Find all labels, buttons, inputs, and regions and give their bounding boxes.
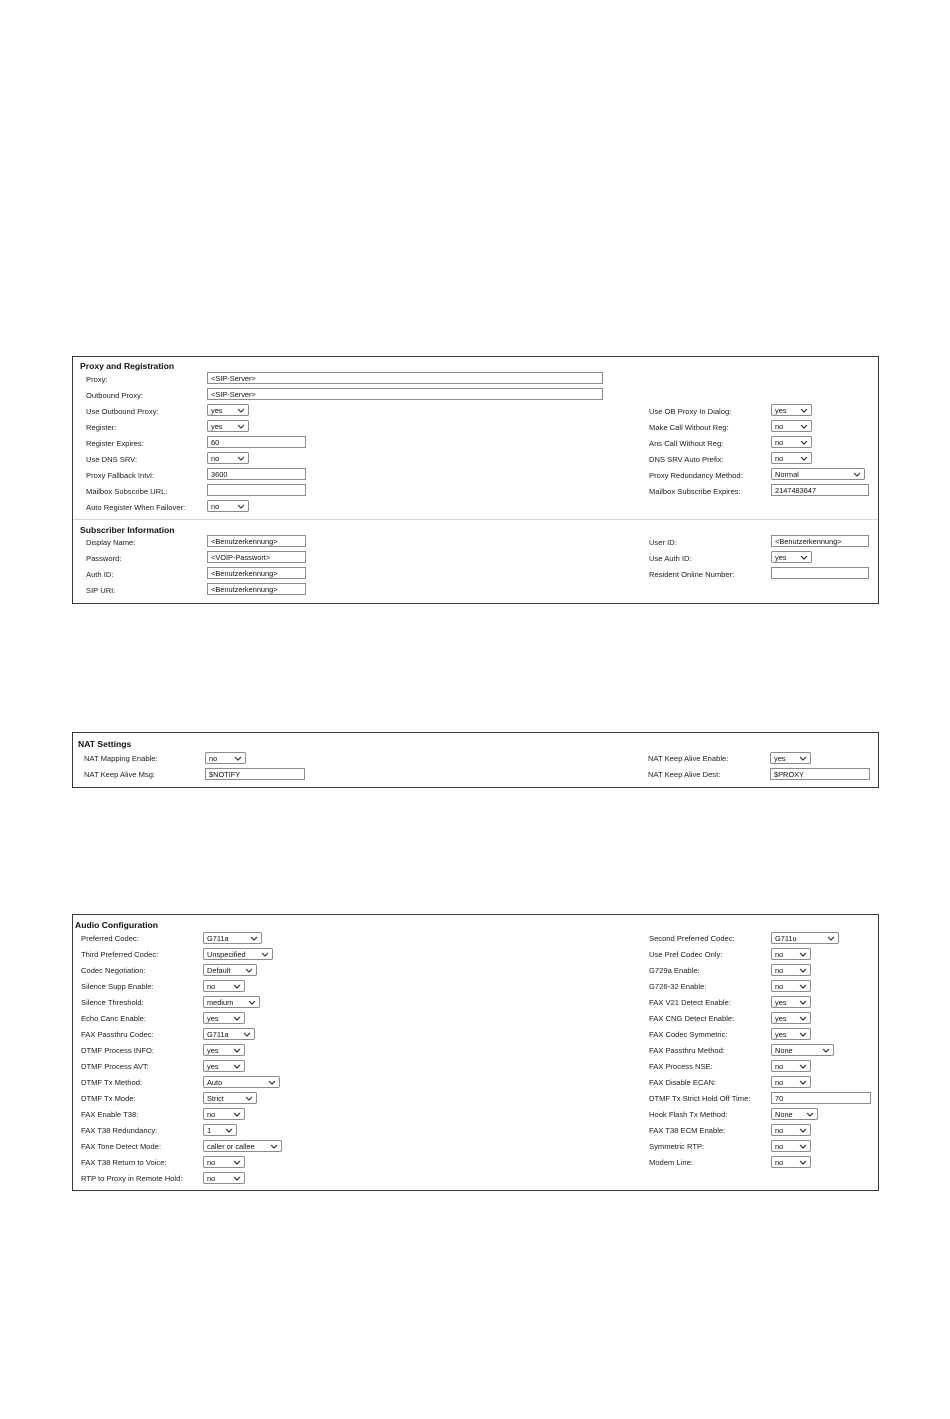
outbound-proxy-label: Outbound Proxy: — [86, 391, 143, 400]
chevron-down-icon — [799, 1015, 807, 1022]
chevron-down-icon — [233, 1159, 241, 1166]
select-value: G711u — [775, 934, 797, 943]
select-value: yes — [211, 422, 223, 431]
use-auth-id-label: Use Auth ID: — [649, 554, 692, 563]
second-preferred-codec-select[interactable] — [771, 932, 839, 944]
chevron-down-icon — [261, 951, 269, 958]
select-value: yes — [775, 553, 787, 562]
rtp-proxy-remote-hold-select[interactable] — [203, 1172, 245, 1184]
proxy-fallback-intvl-input[interactable]: 3600 — [207, 468, 306, 480]
select-value: Strict — [207, 1094, 224, 1103]
chevron-down-icon — [245, 967, 253, 974]
echo-canc-enable-label: Echo Canc Enable: — [81, 1014, 147, 1023]
password-label: Password: — [86, 554, 122, 563]
ans-call-without-reg-select[interactable] — [771, 436, 812, 448]
mailbox-subscribe-expires-label: Mailbox Subscribe Expires: — [649, 487, 741, 496]
chevron-down-icon — [233, 1015, 241, 1022]
user-id-label: User ID: — [649, 538, 677, 547]
select-value: no — [211, 454, 220, 463]
modem-line-select[interactable] — [771, 1156, 811, 1168]
select-value: no — [775, 422, 784, 431]
select-value: no — [211, 502, 220, 511]
use-ob-proxy-dialog-select[interactable] — [771, 404, 812, 416]
chevron-down-icon — [800, 407, 808, 414]
chevron-down-icon — [250, 935, 258, 942]
chevron-down-icon — [799, 1159, 807, 1166]
select-value: 1 — [207, 1126, 212, 1135]
proxy-input[interactable]: <SIP-Server> — [207, 372, 603, 384]
section-title: Subscriber Information — [80, 525, 175, 535]
register-label: Register: — [86, 423, 117, 432]
nat-mapping-enable-select[interactable] — [205, 752, 246, 764]
chevron-down-icon — [853, 471, 861, 478]
select-value: no — [775, 982, 784, 991]
fax-cng-detect-enable-select[interactable] — [771, 1012, 811, 1024]
sip-uri-input[interactable]: <Benutzerkennung> — [207, 583, 306, 595]
nat-mapping-enable-label: NAT Mapping Enable: — [84, 754, 158, 763]
proxy-label: Proxy: — [86, 375, 108, 384]
select-value: yes — [775, 1030, 787, 1039]
second-preferred-codec-label: Second Preferred Codec: — [649, 934, 735, 943]
fax-passthru-codec-select[interactable] — [203, 1028, 255, 1040]
echo-canc-enable-select[interactable] — [203, 1012, 245, 1024]
use-outbound-proxy-label: Use Outbound Proxy: — [86, 407, 159, 416]
dtmf-tx-method-label: DTMF Tx Method: — [81, 1078, 143, 1087]
chevron-down-icon — [799, 1063, 807, 1070]
fax-process-nse-label: FAX Process NSE: — [649, 1062, 713, 1071]
chevron-down-icon — [799, 1127, 807, 1134]
chevron-down-icon — [800, 455, 808, 462]
fax-v21-detect-enable-select[interactable] — [771, 996, 811, 1008]
auto-register-failover-label: Auto Register When Failover: — [86, 503, 186, 512]
dtmf-tx-strict-hold-off-time-input[interactable]: 70 — [771, 1092, 871, 1104]
fax-t38-redundancy-select[interactable] — [203, 1124, 237, 1136]
chevron-down-icon — [268, 1079, 276, 1086]
select-value: medium — [207, 998, 234, 1007]
chevron-down-icon — [237, 503, 245, 510]
chevron-down-icon — [827, 935, 835, 942]
select-value: no — [207, 1158, 216, 1167]
select-value: no — [207, 1174, 216, 1183]
use-ob-proxy-dialog-label: Use OB Proxy In Dialog: — [649, 407, 732, 416]
select-value: None — [775, 1046, 793, 1055]
section-title: Audio Configuration — [75, 920, 159, 930]
chevron-down-icon — [237, 407, 245, 414]
dtmf-tx-mode-select[interactable] — [203, 1092, 257, 1104]
chevron-down-icon — [799, 1031, 807, 1038]
nat-keep-alive-enable-select[interactable] — [770, 752, 811, 764]
preferred-codec-label: Preferred Codec: — [81, 934, 139, 943]
chevron-down-icon — [799, 755, 807, 762]
fax-t38-redundancy-label: FAX T38 Redundancy: — [81, 1126, 158, 1135]
nat-keep-alive-enable-label: NAT Keep Alive Enable: — [648, 754, 729, 763]
chevron-down-icon — [245, 1095, 253, 1102]
fax-tone-detect-mode-select[interactable] — [203, 1140, 282, 1152]
nat-keep-alive-msg-input[interactable]: $NOTIFY — [205, 768, 305, 780]
symmetric-rtp-select[interactable] — [771, 1140, 811, 1152]
chevron-down-icon — [822, 1047, 830, 1054]
select-value: None — [775, 1110, 793, 1119]
dtmf-tx-mode-label: DTMF Tx Mode: — [81, 1094, 136, 1103]
resident-online-number-input[interactable] — [771, 567, 869, 579]
chevron-down-icon — [225, 1127, 233, 1134]
register-expires-input[interactable]: 60 — [207, 436, 306, 448]
make-call-without-reg-label: Make Call Without Reg: — [649, 423, 729, 432]
select-value: no — [207, 982, 216, 991]
symmetric-rtp-label: Symmetric RTP: — [649, 1142, 705, 1151]
hook-flash-tx-method-label: Hook Flash Tx Method: — [649, 1110, 728, 1119]
fax-t38-ecm-enable-label: FAX T38 ECM Enable: — [649, 1126, 726, 1135]
select-value: yes — [775, 998, 787, 1007]
mailbox-subscribe-expires-input[interactable]: 2147483647 — [771, 484, 869, 496]
g729a-enable-label: G729a Enable: — [649, 966, 700, 975]
chevron-down-icon — [799, 983, 807, 990]
proxy-fallback-intvl-label: Proxy Fallback Intvl: — [86, 471, 154, 480]
chevron-down-icon — [234, 755, 242, 762]
audio-configuration-panel — [72, 914, 879, 1191]
chevron-down-icon — [237, 455, 245, 462]
user-id-input[interactable]: <Benutzerkennung> — [771, 535, 869, 547]
make-call-without-reg-select[interactable] — [771, 420, 812, 432]
mailbox-subscribe-url-input[interactable] — [207, 484, 306, 496]
g726-32-enable-select[interactable] — [771, 980, 811, 992]
g726-32-enable-label: G726-32 Enable: — [649, 982, 707, 991]
select-value: no — [775, 1126, 784, 1135]
select-value: yes — [775, 1014, 787, 1023]
select-value: no — [775, 950, 784, 959]
dns-srv-auto-prefix-label: DNS SRV Auto Prefix: — [649, 455, 724, 464]
register-expires-label: Register Expires: — [86, 439, 144, 448]
select-value: caller or callee — [207, 1142, 255, 1151]
chevron-down-icon — [799, 967, 807, 974]
select-value: Auto — [207, 1078, 223, 1087]
select-value: yes — [207, 1046, 219, 1055]
select-value: no — [775, 454, 784, 463]
resident-online-number-label: Resident Online Number: — [649, 570, 735, 579]
chevron-down-icon — [233, 1175, 241, 1182]
fax-disable-ecan-label: FAX Disable ECAN: — [649, 1078, 717, 1087]
proxy-registration-panel — [72, 356, 879, 604]
dns-srv-auto-prefix-select[interactable] — [771, 452, 812, 464]
fax-passthru-codec-label: FAX Passthru Codec: — [81, 1030, 154, 1039]
outbound-proxy-input[interactable]: <SIP-Server> — [207, 388, 603, 400]
rtp-proxy-remote-hold-label: RTP to Proxy in Remote Hold: — [81, 1174, 183, 1183]
use-outbound-proxy-select[interactable] — [207, 404, 249, 416]
proxy-redundancy-method-label: Proxy Redundancy Method: — [649, 471, 743, 480]
nat-keep-alive-dest-input[interactable]: $PROXY — [770, 768, 870, 780]
auth-id-input[interactable]: <Benutzerkennung> — [207, 567, 306, 579]
register-select[interactable] — [207, 420, 249, 432]
codec-negotiation-select[interactable] — [203, 964, 257, 976]
silence-threshold-label: Silence Threshold: — [81, 998, 144, 1007]
display-name-input[interactable]: <Benutzerkennung> — [207, 535, 306, 547]
select-value: no — [775, 1158, 784, 1167]
third-preferred-codec-label: Third Preferred Codec: — [81, 950, 159, 959]
select-value: yes — [211, 406, 223, 415]
silence-supp-enable-select[interactable] — [203, 980, 245, 992]
use-pref-codec-only-label: Use Pref Codec Only: — [649, 950, 723, 959]
select-value: no — [775, 1062, 784, 1071]
fax-t38-ecm-enable-select[interactable] — [771, 1124, 811, 1136]
chevron-down-icon — [237, 423, 245, 430]
fax-passthru-method-label: FAX Passthru Method: — [649, 1046, 725, 1055]
sip-uri-label: SIP URI: — [86, 586, 116, 595]
subscriber-info-section — [73, 519, 878, 602]
section-title: NAT Settings — [78, 739, 132, 749]
fax-t38-return-voice-label: FAX T38 Return to Voice: — [81, 1158, 167, 1167]
ans-call-without-reg-label: Ans Call Without Reg: — [649, 439, 724, 448]
use-dns-srv-label: Use DNS SRV: — [86, 455, 138, 464]
third-preferred-codec-select[interactable] — [203, 948, 273, 960]
silence-threshold-select[interactable] — [203, 996, 260, 1008]
select-value: Unspecified — [207, 950, 246, 959]
chevron-down-icon — [233, 983, 241, 990]
select-value: yes — [775, 406, 787, 415]
modem-line-label: Modem Line: — [649, 1158, 693, 1167]
auto-register-failover-select[interactable] — [207, 500, 249, 512]
dtmf-process-avt-label: DTMF Process AVT: — [81, 1062, 149, 1071]
fax-t38-return-voice-select[interactable] — [203, 1156, 245, 1168]
chevron-down-icon — [800, 423, 808, 430]
chevron-down-icon — [800, 554, 808, 561]
chevron-down-icon — [233, 1063, 241, 1070]
select-value: G711a — [207, 1030, 229, 1039]
dtmf-process-info-select[interactable] — [203, 1044, 245, 1056]
display-name-label: Display Name: — [86, 538, 136, 547]
select-value: yes — [774, 754, 786, 763]
fax-codec-symmetric-select[interactable] — [771, 1028, 811, 1040]
g729a-enable-select[interactable] — [771, 964, 811, 976]
nat-keep-alive-dest-label: NAT Keep Alive Dest: — [648, 770, 721, 779]
chevron-down-icon — [233, 1047, 241, 1054]
fax-passthru-method-select[interactable] — [771, 1044, 834, 1056]
dtmf-process-avt-select[interactable] — [203, 1060, 245, 1072]
chevron-down-icon — [800, 439, 808, 446]
select-value: no — [775, 1142, 784, 1151]
preferred-codec-select[interactable] — [203, 932, 262, 944]
codec-negotiation-label: Codec Negotiation: — [81, 966, 146, 975]
select-value: no — [209, 754, 218, 763]
select-value: no — [775, 966, 784, 975]
use-pref-codec-only-select[interactable] — [771, 948, 811, 960]
auth-id-label: Auth ID: — [86, 570, 114, 579]
fax-v21-detect-enable-label: FAX V21 Detect Enable: — [649, 998, 731, 1007]
hook-flash-tx-method-select[interactable] — [771, 1108, 818, 1120]
fax-cng-detect-enable-label: FAX CNG Detect Enable: — [649, 1014, 735, 1023]
nat-settings-panel — [72, 732, 879, 788]
use-dns-srv-select[interactable] — [207, 452, 249, 464]
select-value: Default — [207, 966, 231, 975]
fax-enable-t38-label: FAX Enable T38: — [81, 1110, 139, 1119]
chevron-down-icon — [799, 1143, 807, 1150]
chevron-down-icon — [270, 1143, 278, 1150]
select-value: yes — [207, 1062, 219, 1071]
chevron-down-icon — [243, 1031, 251, 1038]
fax-codec-symmetric-label: FAX Codec Symmetric: — [649, 1030, 728, 1039]
fax-process-nse-select[interactable] — [771, 1060, 811, 1072]
password-input[interactable]: <VOIP-Passwort> — [207, 551, 306, 563]
chevron-down-icon — [248, 999, 256, 1006]
select-value: no — [207, 1110, 216, 1119]
proxy-redundancy-method-select[interactable] — [771, 468, 865, 480]
dtmf-process-info-label: DTMF Process INFO: — [81, 1046, 154, 1055]
silence-supp-enable-label: Silence Supp Enable: — [81, 982, 154, 991]
dtmf-tx-strict-hold-off-time-label: DTMF Tx Strict Hold Off Time: — [649, 1094, 751, 1103]
chevron-down-icon — [233, 1111, 241, 1118]
select-value: yes — [207, 1014, 219, 1023]
select-value: Normal — [775, 470, 799, 479]
nat-keep-alive-msg-label: NAT Keep Alive Msg: — [84, 770, 156, 779]
section-title: Proxy and Registration — [80, 361, 175, 371]
chevron-down-icon — [799, 999, 807, 1006]
dtmf-tx-method-select[interactable] — [203, 1076, 280, 1088]
fax-tone-detect-mode-label: FAX Tone Detect Mode: — [81, 1142, 162, 1151]
chevron-down-icon — [799, 951, 807, 958]
chevron-down-icon — [806, 1111, 814, 1118]
proxy-registration-section — [73, 357, 878, 519]
select-value: no — [775, 1078, 784, 1087]
use-auth-id-select[interactable] — [771, 551, 812, 563]
fax-enable-t38-select[interactable] — [203, 1108, 245, 1120]
fax-disable-ecan-select[interactable] — [771, 1076, 811, 1088]
chevron-down-icon — [799, 1079, 807, 1086]
mailbox-subscribe-url-label: Mailbox Subscribe URL: — [86, 487, 168, 496]
select-value: no — [775, 438, 784, 447]
select-value: G711a — [207, 934, 229, 943]
